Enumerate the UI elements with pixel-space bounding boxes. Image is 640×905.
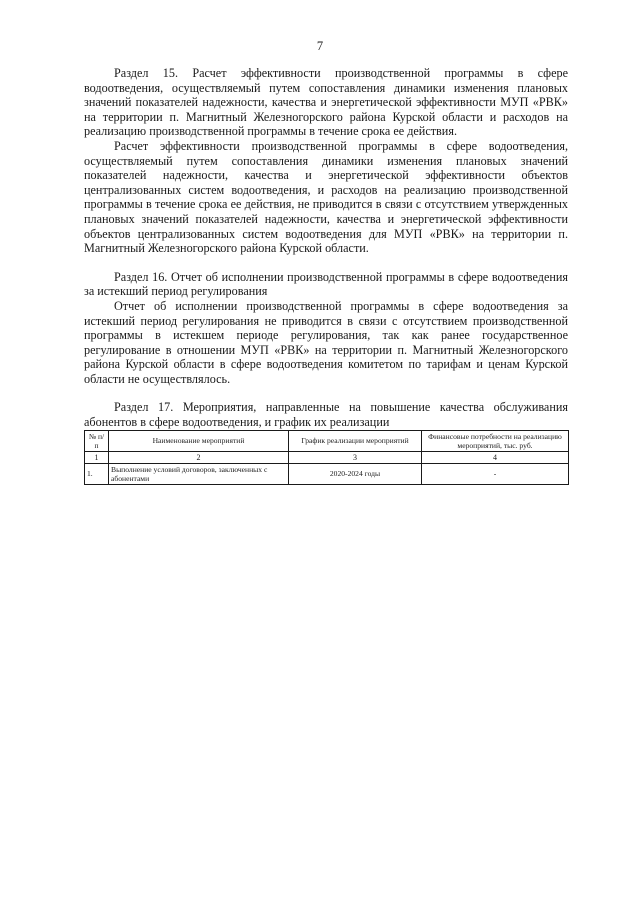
header-financial-needs: Финансовые потребности на реализацию мероприятий, тыс. руб.	[422, 430, 569, 451]
header-measure-name: Наименование мероприятий	[109, 430, 289, 451]
section-16-body: Отчет об исполнении производственной программы в сфере водоотведения за истекший период регулирования не приводится в связи с отсутствием производственной программы в истекшем периоде регулирования, так как ранее государственное регулирование в отношении МУП «РВК» на территории п. Магнитный Железногорского района Курской области в сфере водоотведения комитетом по тарифам и ценам Курской области не осуществлялось.	[84, 298, 568, 386]
row-schedule: 2020-2024 годы	[289, 463, 422, 484]
table-header-row	[85, 430, 569, 451]
table-row	[85, 463, 569, 484]
column-number: 3	[289, 451, 422, 463]
measures-table	[84, 430, 569, 485]
column-number-row	[85, 451, 569, 463]
column-number: 4	[422, 451, 569, 463]
column-number: 1	[85, 451, 109, 463]
section-16-title: Раздел 16. Отчет об исполнении производственной программы в сфере водоотведения за истекший период регулирования	[84, 269, 568, 299]
column-number: 2	[109, 451, 289, 463]
row-measure-name: Выполнение условий договоров, заключенных с абонентами	[109, 463, 289, 484]
page-number: 7	[316, 39, 324, 53]
section-15-body: Расчет эффективности производственной программы в сфере водоотведения, осуществляемый путем сопоставления динамики изменения плановых значений показателей надежности, качества и энергетической эффективности объектов централизованных систем водоотведения, и расходов на реализацию производственной программы в течение срока ее действия, не приводится в связи с отсутствием утвержденных плановых значений показателей надежности, качества и энергетической эффективности объектов централизованных систем водоотведения для МУП «РВК» на территории п. Магнитный Железногорского района Курской области.	[84, 138, 568, 256]
header-number: № п/п	[85, 430, 109, 451]
section-17-title: Раздел 17. Мероприятия, направленные на повышение качества обслуживания абонентов в сфере водоотведения, и график их реализации	[84, 400, 568, 430]
section-15-title: Раздел 15. Расчет эффективности производственной программы в сфере водоотведения, осуществляемый путем сопоставления динамики изменения плановых значений показателей надежности, качества и энергетической эффективности МУП «РВК» на территории п. Магнитный Железногорского района Курской области и расходов на реализацию производственной программы в течение срока ее действия.	[84, 66, 568, 139]
row-number: 1.	[85, 463, 109, 484]
header-schedule: График реализации мероприятий	[289, 430, 422, 451]
document-body	[84, 66, 568, 485]
row-financial-needs: -	[422, 463, 569, 484]
